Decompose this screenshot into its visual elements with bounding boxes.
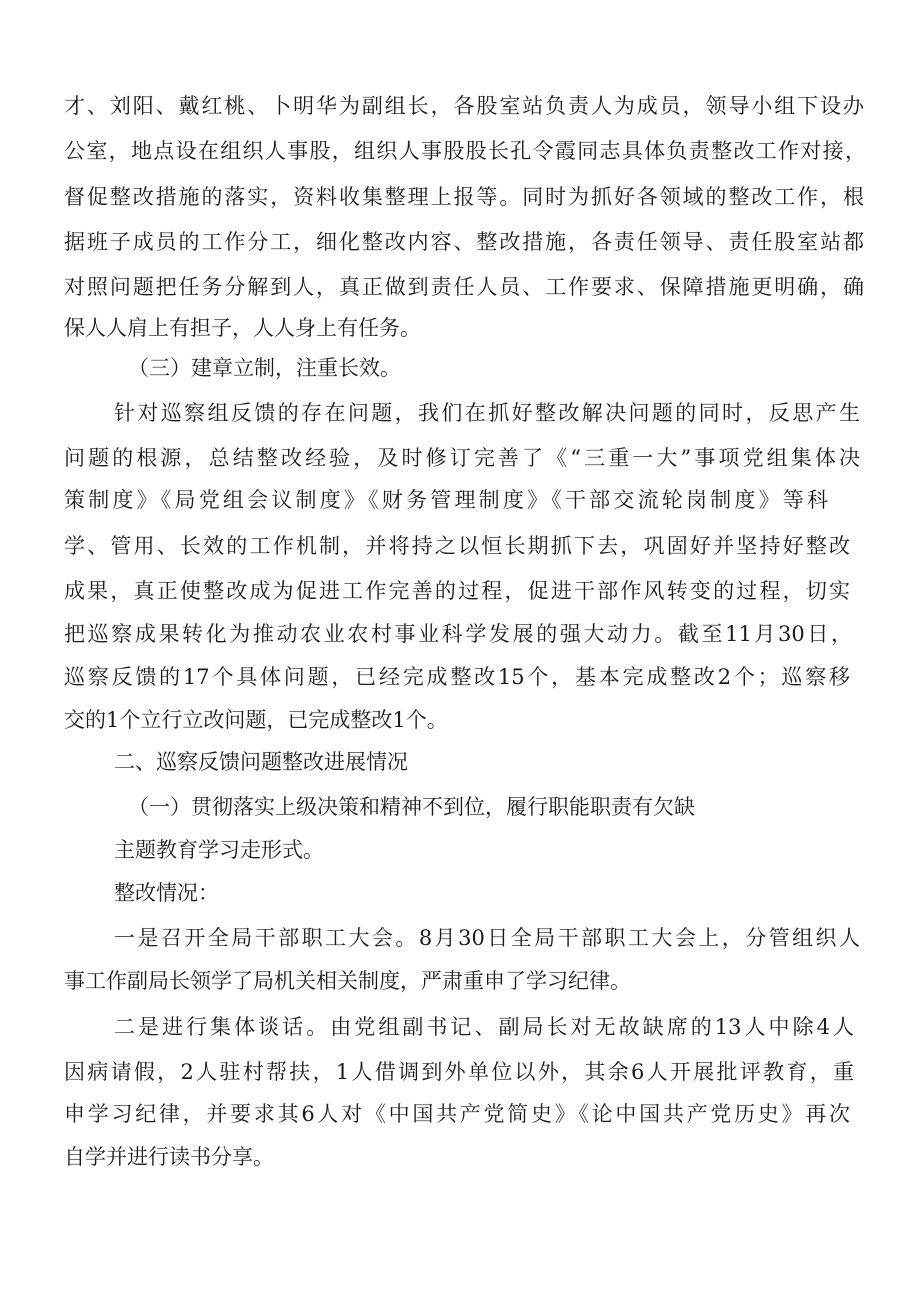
body-text-line: 对照问题把任务分解到人，真正做到责任人员、工作要求、保障措施更明确，确	[64, 275, 864, 299]
body-text-line: 策制度》《局党组会议制度》《财务管理制度》《干部交流轮岗制度》等科	[64, 488, 828, 512]
body-text-line: 事工作副局长领学了局机关相关制度，严肃重申了学习纪律。	[64, 969, 631, 993]
body-text-line: 据班子成员的工作分工，细化整改内容、整改措施，各责任领导、责任股室站都	[64, 230, 864, 254]
body-text-line: 因病请假，2人驻村帮扶，1人借调到外单位以外，其余6人开展批评教育，重	[64, 1060, 854, 1084]
body-text-line: 二是进行集体谈话。由党组副书记、副局长对无故缺席的13人中除4人	[114, 1015, 854, 1039]
body-text-line: 一是召开全局干部职工大会。8月30日全局干部职工大会上，分管组织人	[114, 926, 860, 950]
body-text-line: 才、刘阳、戴红桃、卜明华为副组长，各股室站负责人为成员，领导小组下设办	[64, 94, 864, 118]
body-text-line: 交的1个立行立改问题，已完成整改1个。	[64, 708, 448, 732]
rectification-label: 整改情况：	[114, 881, 219, 905]
body-text-line: 针对巡察组反馈的存在问题，我们在抓好整改解决问题的同时，反思产生	[114, 401, 860, 425]
body-text-line: 学、管用、长效的工作机制，并将持之以恒长期抓下去，巩固好并坚持好整改	[64, 534, 850, 558]
issue-title: 主题教育学习走形式。	[114, 838, 324, 862]
body-text-line: 公室，地点设在组织人事股，组织人事股股长孔令霞同志具体负责整改工作对接，	[64, 139, 866, 163]
body-text-line: 保人人肩上有担子，人人身上有任务。	[64, 316, 421, 340]
body-text-line: 问题的根源，总结整改经验，及时修订完善了《“三重一大”事项党组集体决	[64, 446, 860, 470]
body-text-line: 巡察反馈的17个具体问题，已经完成整改15个，基本完成整改2个；巡察移	[64, 665, 850, 689]
body-text-line: 把巡察成果转化为推动农业农村事业科学发展的强大动力。截至11月30日，	[64, 622, 852, 646]
subsection-heading: （一）贯彻落实上级决策和精神不到位，履行职能职责有欠缺	[128, 795, 695, 819]
section-heading: 二、巡察反馈问题整改进展情况	[114, 750, 408, 774]
body-text-line: 自学并进行读书分享。	[64, 1145, 274, 1169]
body-text-line: 督促整改措施的落实，资料收集整理上报等。同时为抓好各领域的整改工作，根	[64, 185, 864, 209]
body-text-line: 成果，真正使整改成为促进工作完善的过程，促进干部作风转变的过程，切实	[64, 579, 850, 603]
body-text-line: 申学习纪律，并要求其6人对《中国共产党简史》《论中国共产党历史》再次	[64, 1102, 850, 1126]
section-heading: （三）建章立制，注重长效。	[128, 356, 401, 380]
